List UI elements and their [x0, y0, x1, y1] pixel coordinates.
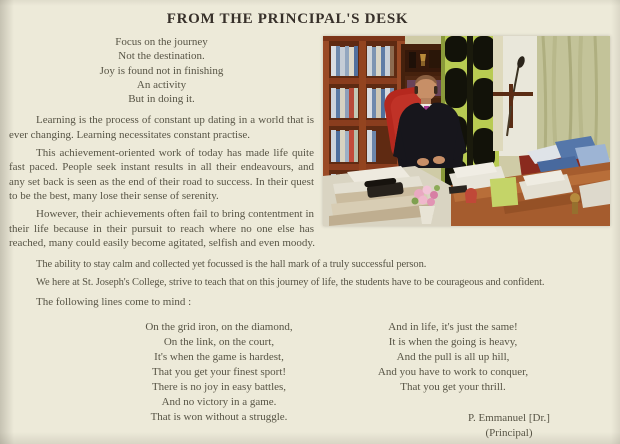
verse-line: But in doing it.	[128, 93, 195, 106]
paragraph: We here at St. Joseph's College, strive to teach that on this journey of life, the students have to be courageous and confident.	[36, 277, 545, 289]
page-title: FROM THE PRINCIPAL'S DESK	[166, 11, 409, 27]
paragraph: The ability to stay calm and collected yet focussed is the hall mark of a truly successful person.	[36, 259, 427, 271]
poem-line: And the pull is all up hill,	[396, 351, 510, 364]
signature-name: P. Emmanuel [Dr.]	[468, 412, 550, 425]
verse-line: Focus on the journey	[115, 36, 208, 48]
verse-line: Joy is found not in finishing	[99, 64, 224, 77]
poem-line: It is when the going is heavy,	[388, 336, 518, 349]
poem-line: On the grid iron, on the diamond,	[145, 321, 293, 334]
poem-line: That you get your thrill.	[400, 381, 506, 394]
poem-line: And you have to work to conquer,	[377, 366, 529, 379]
poem-line: It's when the game is hardest,	[154, 351, 284, 364]
signature-role: (Principal)	[485, 427, 533, 440]
signature-block	[434, 411, 584, 441]
principal-photo-graphic	[323, 36, 610, 226]
verse-line: Not the destination.	[118, 50, 205, 63]
poem-line: That is won without a struggle.	[150, 411, 288, 424]
paragraph: The following lines come to mind :	[36, 295, 192, 308]
page-content	[0, 28, 620, 441]
poem-right-lines	[342, 320, 564, 395]
poem-left-column	[106, 320, 332, 441]
poem-line: And in life, it's just the same!	[388, 321, 518, 334]
poem-line: On the link, on the court,	[163, 336, 275, 349]
poem-line: There is no joy in easy battles,	[151, 381, 287, 394]
verse-line: An activity	[136, 78, 187, 91]
principal-photo	[323, 36, 610, 226]
poem	[9, 320, 610, 441]
paragraph: This achievement-oriented work of today has made life quite fast paced. People seek instant results in all their endeavours, and any set back is seen as the end of their road to success. In their quest to be the best, many lose their sense of serenity.	[9, 147, 314, 202]
poem-line: And no victory in a game.	[161, 396, 277, 409]
paragraph: Learning is the process of constant up dating in a world that is ever changing. Learning necessitates constant practise.	[9, 114, 314, 141]
poem-right-column	[342, 320, 564, 441]
paragraph: However, their achievements often fail to bring contentment in their life because in their pursuit to reach where no one else has reached, many could easily become agitated, selfish and even moody.	[9, 208, 315, 249]
poem-line: That you get your finest sport!	[151, 366, 287, 379]
